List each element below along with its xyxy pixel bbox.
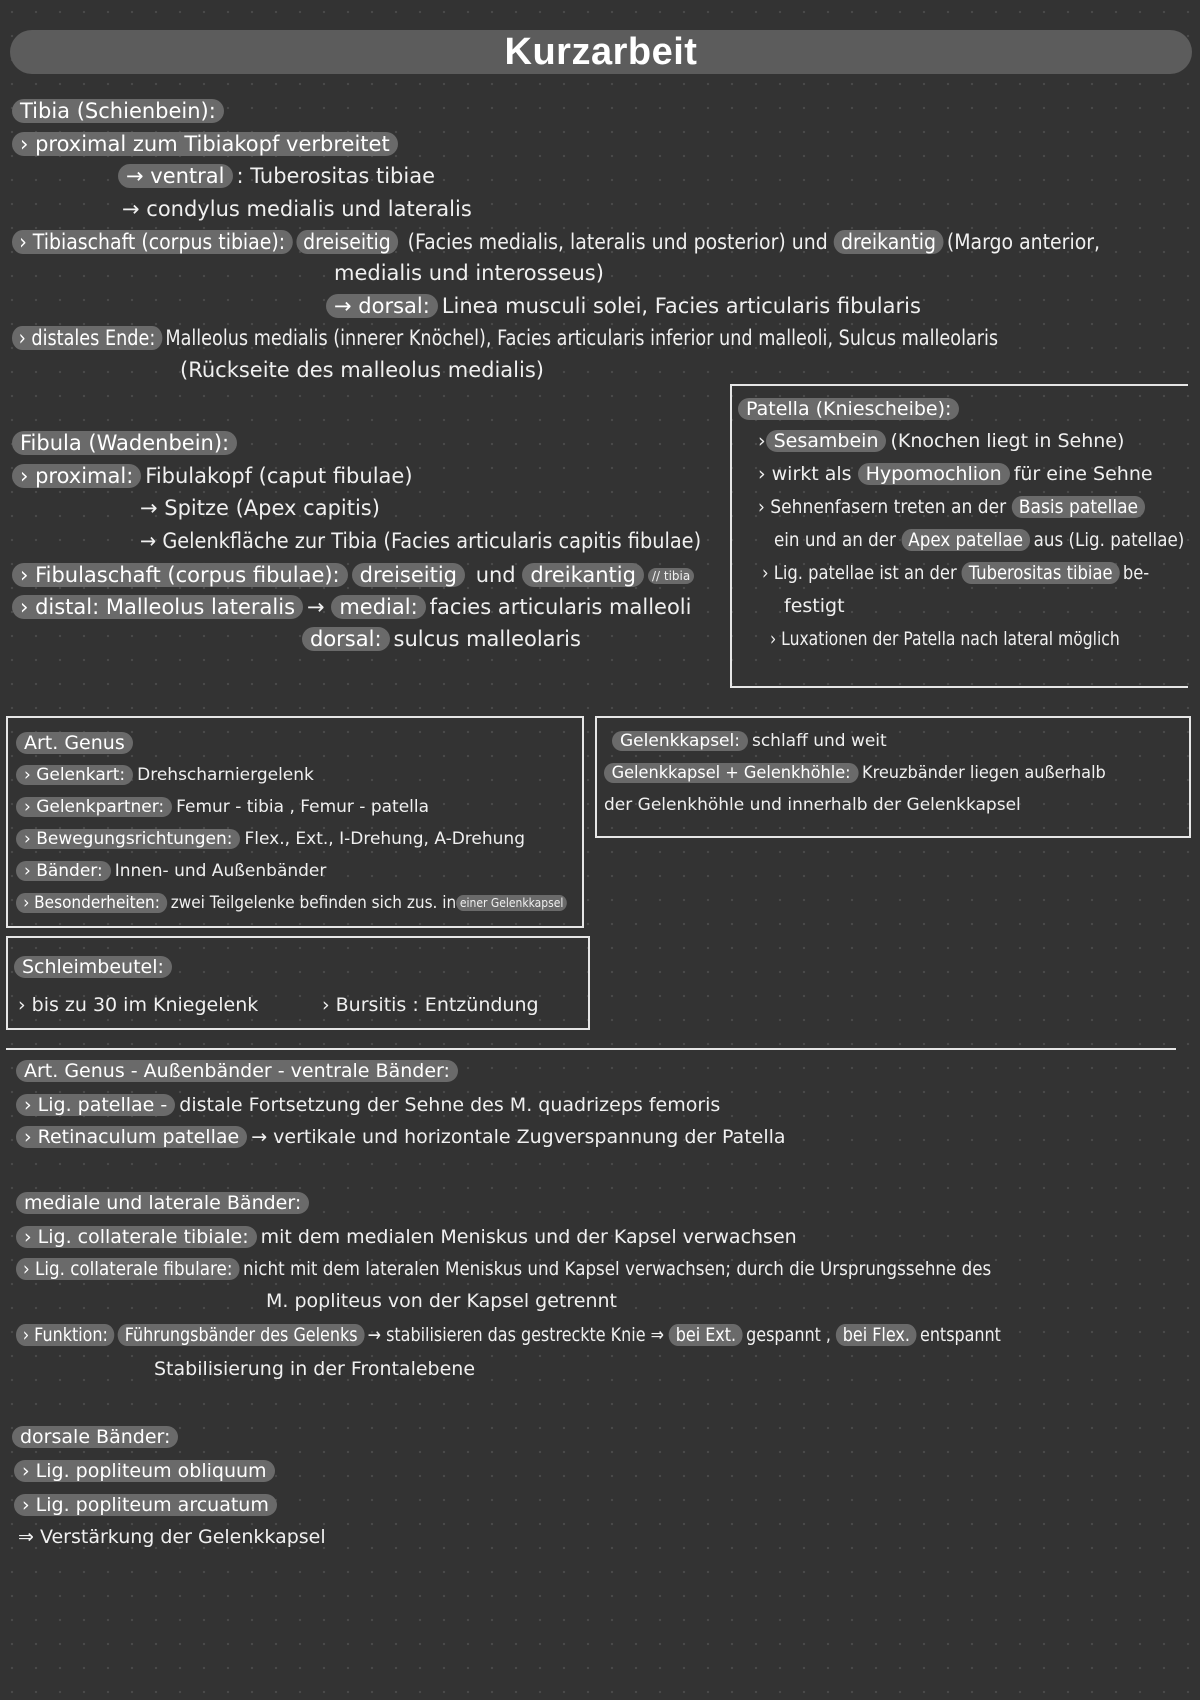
patella-line-4: ein und an der Apex patellae aus (Lig. patellae) [774,529,1185,551]
fibula-line-2: → Spitze (Apex capitis) [140,496,380,520]
gelenkkapsel-line-1: Gelenkkapsel: schlaff und weit [612,728,887,754]
medial-line-4: › Funktion: Führungsbänder des Gelenks → stabilisieren das gestreckte Knie ⇒ bei Ext. gespannt , bei Flex. entspannt [16,1322,1001,1348]
tibia-line-6: → dorsal: Linea musculi solei, Facies articularis fibularis [326,293,921,319]
fibula-line-5: › distal: Malleolus lateralis → medial: facies articularis malleoli [12,594,691,620]
fibula-heading: Fibula (Wadenbein): [12,430,241,456]
tibia-heading: Tibia (Schienbein): [12,98,228,124]
patella-line-3: › Sehnenfasern treten an der Basis patellae [758,494,1149,520]
tibia-line-4: › Tibiaschaft (corpus tibiae): dreiseitig (Facies medialis, lateralis und posterior) und dreikantig (Margo anterior, [12,229,1100,255]
tibia-line-7: › distales Ende: Malleolus medialis (innerer Knöchel), Facies articularis inferior und malleoli, Sulcus malleolaris [12,325,998,351]
medial-line-3: M. popliteus von der Kapsel getrennt [266,1290,617,1312]
gelenkkapsel-line-3: der Gelenkhöhle und innerhalb der Gelenkkapsel [604,795,1021,815]
tibia-line-1: › proximal zum Tibiakopf verbreitet [12,131,402,157]
section-divider [6,1048,1176,1050]
schleimbeutel-heading: Schleimbeutel: [14,954,176,980]
gelenkkapsel-line-2: Gelenkkapsel + Gelenkhöhle: Kreuzbänder liegen außerhalb [604,760,1106,786]
patella-line-6: festigt [784,595,845,617]
tibia-line-3: → condylus medialis und lateralis [122,197,472,221]
ventral-line-2: › Retinaculum patellae → vertikale und horizontale Zugverspannung der Patella [16,1124,786,1150]
dorsal-line-1: › Lig. popliteum obliquum [14,1458,279,1484]
ventral-heading: Art. Genus - Außenbänder - ventrale Bänder: [16,1058,462,1084]
patella-heading: Patella (Kniescheibe): [738,396,963,422]
art-genus-line-2: › Gelenkpartner: Femur - tibia , Femur - patella [16,794,429,820]
art-genus-line-1: › Gelenkart: Drehscharniergelenk [16,762,314,788]
fibula-line-4: › Fibulaschaft (corpus fibulae): dreiseitig und dreikantig // tibia [12,562,694,588]
patella-line-2: › wirkt als Hypomochlion für eine Sehne [758,463,1153,485]
patella-line-5: › Lig. patellae ist an der Tuberositas tibiae be- [762,562,1150,584]
art-genus-line-5: › Besonderheiten: zwei Teilgelenke befinden sich zus. in einer Gelenkkapsel [16,890,567,916]
fibula-line-1: › proximal: Fibulakopf (caput fibulae) [12,463,413,489]
title-banner [10,30,1192,74]
art-genus-line-4: › Bänder: Innen- und Außenbänder [16,858,326,884]
tibia-line-2: → ventral : Tuberositas tibiae [118,163,435,189]
page-title: Kurzarbeit [504,30,698,73]
tibia-line-8: (Rückseite des malleolus medialis) [180,358,544,382]
art-genus-heading: Art. Genus [16,730,137,756]
medial-heading: mediale und laterale Bänder: [16,1190,313,1216]
patella-line-7: › Luxationen der Patella nach lateral möglich [770,628,1120,650]
fibula-line-3: → Gelenkfläche zur Tibia (Facies articularis capitis fibulae) [140,529,702,553]
fibula-line-6: dorsal: sulcus malleolaris [302,626,581,652]
schleimbeutel-line-2: › Bursitis : Entzündung [322,994,539,1016]
medial-line-2: › Lig. collaterale fibulare: nicht mit dem lateralen Meniskus und Kapsel verwachsen; durch die Ursprungssehne des [16,1256,991,1282]
schleimbeutel-line-1: › bis zu 30 im Kniegelenk [18,994,259,1016]
dorsal-heading: dorsale Bänder: [12,1424,182,1450]
dorsal-line-2: › Lig. popliteum arcuatum [14,1492,281,1518]
medial-line-1: › Lig. collaterale tibiale: mit dem medialen Meniskus und der Kapsel verwachsen [16,1224,797,1250]
tibia-line-5: medialis und interosseus) [334,261,604,285]
medial-line-5: Stabilisierung in der Frontalebene [154,1358,476,1380]
art-genus-line-3: › Bewegungsrichtungen: Flex., Ext., I-Drehung, A-Drehung [16,826,525,852]
patella-line-1: › Sesambein (Knochen liegt in Sehne) [758,430,1125,452]
ventral-line-1: › Lig. patellae - distale Fortsetzung der Sehne des M. quadrizeps femoris [16,1092,720,1118]
dorsal-line-3: ⇒ Verstärkung der Gelenkkapsel [18,1526,326,1548]
